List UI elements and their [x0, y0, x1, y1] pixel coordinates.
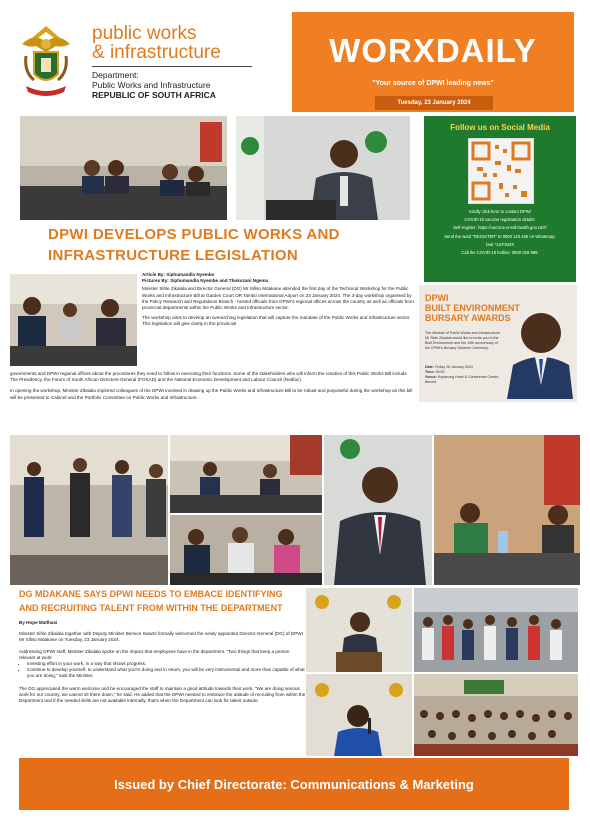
masthead — [292, 12, 574, 112]
social-details — [432, 208, 568, 257]
photo-minister-speaking — [236, 116, 410, 220]
bursary-title-line3: BURSARY AWARDS — [425, 313, 511, 323]
country-name: REPUBLIC OF SOUTH AFRICA — [92, 90, 216, 100]
article2-headline — [19, 588, 309, 615]
bursary-date: Friday 26 January 2024 — [435, 365, 473, 369]
article1-para1: Minister Sihle Zikalala and Director General (DG) Mr Sifiso Mdakane attended the first day of the Technical Workshop for the Public Works and Infrastructure Bill at Garden Court OR Tambo International Airport on 23 January 2024. The 3-day workshop organised by the Policy Research and Regulations Branch - hosted officials from DPWI's regional offices across the country as well as officials from provincial departments within the Public Works and Infrastructure sector. — [142, 286, 414, 311]
dept-name-line2: & infrastructure — [92, 42, 221, 63]
article2-body — [19, 620, 307, 704]
article2-bullet2: • Continue to develop yourself, to understand what you're doing and in return, you will be very instrumental and more than capable of what you are doing," said the Minister. — [27, 667, 307, 679]
photo-woman-speaking — [306, 674, 412, 756]
article2-bullet1: • Investing effort in your work, in a way that shows progress. — [27, 661, 307, 667]
article1-fullwidth — [10, 371, 415, 401]
whatsapp-info: Send the word "REGISTER" to 0600 123 456 on WhatsApp. — [444, 233, 556, 239]
photo-staff-crowd — [414, 588, 578, 672]
coat-of-arms-logo — [14, 22, 78, 102]
contact-link[interactable]: Kindly click here to contact DPWI — [469, 209, 531, 214]
bursary-venue-label: Venue: — [425, 375, 437, 379]
article1-headline — [48, 224, 378, 266]
divider — [92, 66, 252, 67]
masthead-tagline: "Your source of DPWI leading news" — [372, 80, 494, 87]
article1-para3: In opening the workshop, Minister Zikalala implored colleagues of the DPWI involved in drawing up the Public Works and Infrastructure Bill to be robust and purposeful during the workshop as this bill will be presented to Cabinet and the Portfolio Committee on Public Works and Infrastructure. — [10, 388, 413, 400]
article1-headline-line2: INFRASTRUCTURE LEGISLATION — [48, 247, 299, 264]
bursary-date-label: Date: — [425, 365, 434, 369]
article1-column — [142, 272, 414, 328]
dept-full-name: Public Works and Infrastructure — [92, 80, 211, 90]
article1-headline-line1: DPWI DEVELOPS PUBLIC WORKS AND — [48, 226, 340, 243]
dept-label: Department: — [92, 70, 139, 80]
article2-bullets — [19, 661, 307, 680]
minister-portrait — [503, 293, 573, 399]
photo-panel-table — [434, 435, 580, 585]
article2-para3: The DG appreciated the warm welcome and he encouraged the staff to maintain a good attitude towards their work. "We are doing serious work for our country, we cannot sit there down," he said. He added that the DPWI needed to embrace the attitude of recruiting from within the Department and if the needed skills are not available internally, that's when the Department can look for talent outside. — [19, 685, 306, 704]
social-heading: Follow us on Social Media — [450, 123, 550, 132]
photo-dg-at-podium — [306, 588, 412, 672]
bursary-title-line2: BUILT ENVIRONMENT — [425, 303, 520, 313]
photo-audience-hall — [414, 674, 578, 756]
qr-code-icon[interactable] — [468, 138, 534, 204]
hotline-info: Call the COVID-19 hotline: 0800 029 999. — [461, 250, 539, 256]
issue-date: Tuesday, 23 January 2024 — [375, 96, 493, 110]
masthead-title: WORXDAILY — [329, 32, 537, 69]
photo-seated-delegates — [170, 515, 322, 585]
photo-conference-room — [170, 435, 322, 513]
article2-headline-line1: DG MDAKANE SAYS DPWI NEEDS TO EMBACE IDENTIFYING — [19, 589, 283, 599]
social-media-panel — [424, 116, 576, 282]
article2-headline-line2: AND RECRUITING TALENT FROM WITHIN THE DEPARTMENT — [19, 602, 283, 613]
bursary-title-line1: DPWI — [425, 293, 449, 303]
bursary-time-label: Time: — [425, 370, 435, 374]
bursary-blurb: The Minister of Public Works and Infrastructure Mr Sihle Zikalala would like to invite you to the Built Environment and the 10th anniversary of the DPWI's Bursary Scheme Ceremony. — [425, 331, 500, 350]
bursary-details — [425, 365, 501, 385]
self-register-link[interactable]: Self-register: https://vaccine.enroll.health.gov.za/#/ — [453, 225, 547, 231]
article1-para2-end: governments and DPWI regional offices about the procedures they need to follow in executing their functions. Some of the stakeholders who will inform the creation of this Public Works Bill include The Presidency, the Forum of South African Directors-General (FOSAD) and the National Economic Development and Labour Council (Nedlac). — [10, 371, 407, 383]
article1-byline: Article By: Siphumandla Nyembe — [142, 272, 215, 277]
article1-para2-start: The workshop aims to develop an overarching legislation that will capture the mandate of the Public Works and Infrastructure sector. This legislation will give clarity in the provincial — [142, 315, 411, 327]
article2-para2: Addressing DPWI staff, Minister Zikalala spoke on the impact that employees have in the department. "Two things that keep a person relevant at work: — [19, 648, 290, 660]
coat-of-arms-icon — [14, 22, 78, 102]
bursary-venue: Kopanong Hotel & Conference Centre, Benoni — [425, 375, 500, 384]
dept-name — [92, 24, 221, 62]
photo-walking-group — [10, 435, 168, 585]
dept-name-line1: public works — [92, 23, 197, 44]
footer-text: Issued by Chief Directorate: Communications & Marketing — [114, 777, 474, 792]
article2-byline: By Hope Matlhasi — [19, 620, 58, 625]
photo-dg-speaking — [324, 435, 432, 585]
ussd-info: Dial *134*832# — [486, 241, 514, 247]
bursary-time: 09:00 — [435, 370, 445, 374]
article2-para1: Minister Sihle Zikalala together with Deputy Minister Bernice Swarts formally welcomed the newly appointed Director-General (DG) of DPWI Mr Sifiso Mdakane on Tuesday, 23 January 2024. — [19, 631, 303, 643]
bursary-awards-ad — [419, 285, 577, 402]
article1-photo-credit: Pictures By: Siphumandla Nyembe and Thokozani Ngema — [142, 278, 269, 284]
photo-workshop-group — [10, 274, 137, 366]
covid-heading: COVID-19 vaccine registration details: — [464, 217, 536, 223]
footer-banner — [19, 758, 569, 810]
photo-meeting-table — [20, 116, 227, 220]
